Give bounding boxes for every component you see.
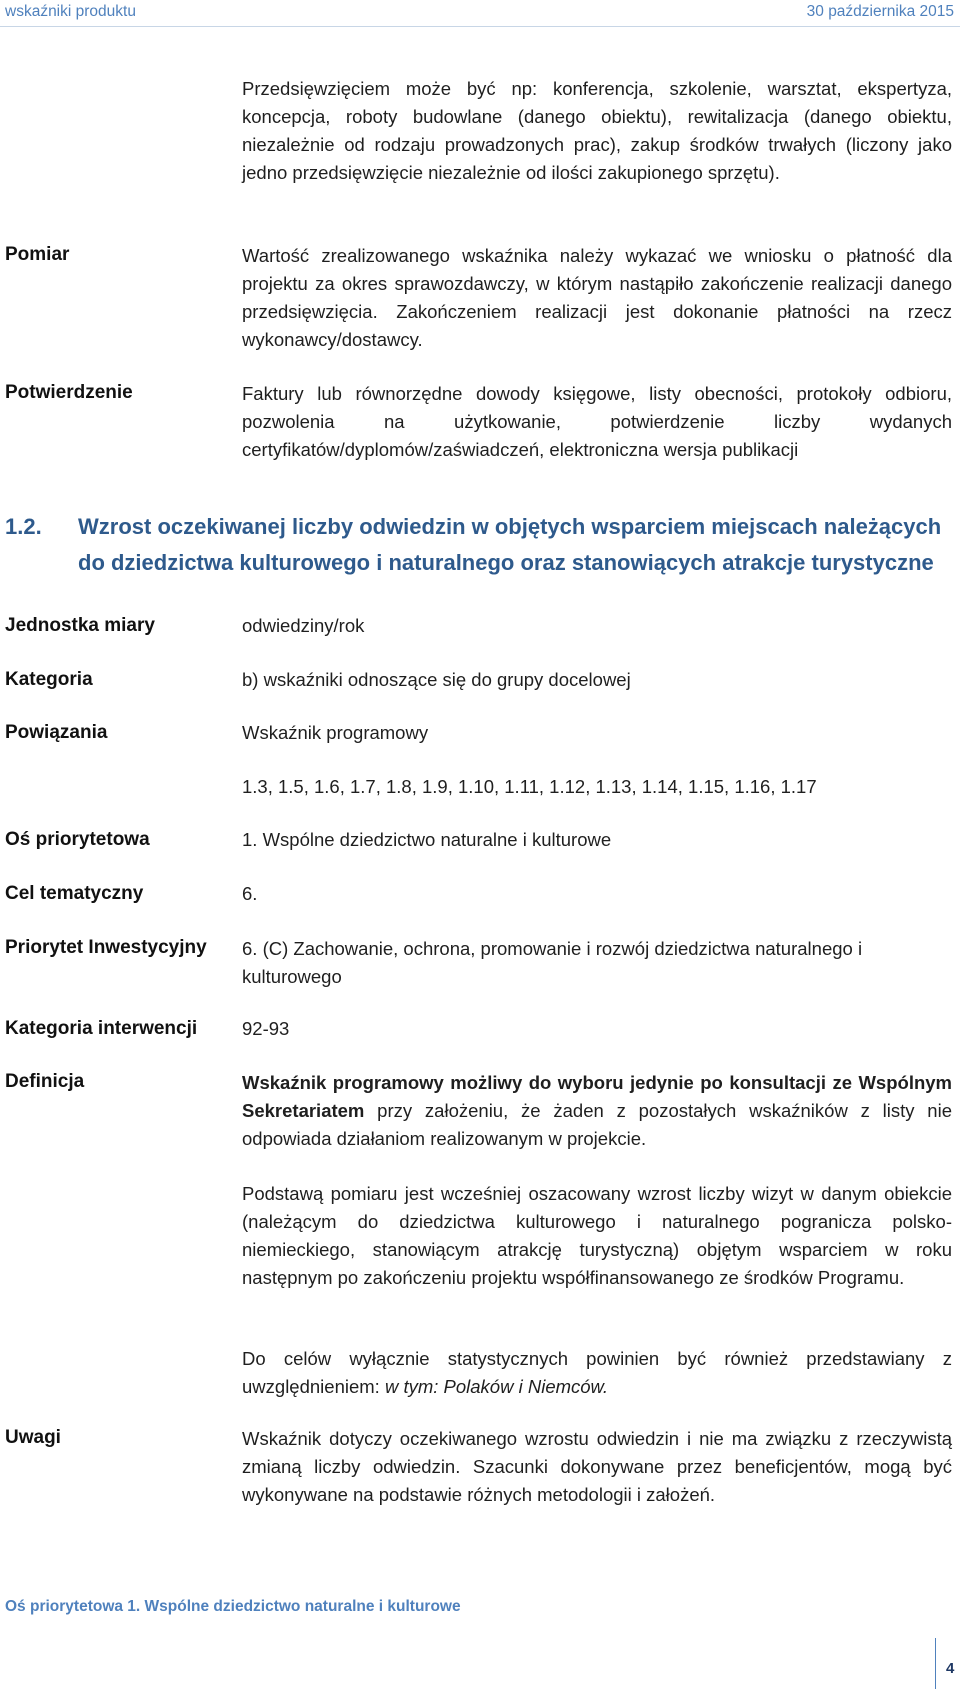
page-number: 4	[946, 1660, 955, 1677]
definicja-label: Definicja	[5, 1071, 85, 1092]
definicja-p3	[242, 1345, 952, 1401]
header-date: 30 października 2015	[806, 3, 954, 20]
pomiar-text: Wartość zrealizowanego wskaźnika należy wykazać we wniosku o płatność dla projektu za okres sprawozdawczy, w którym nastąpiło zakończenie realizacji danego przedsięwzięcia. Zakończeniem realizacji jest dokonanie płatności na rzecz wykonawcy/dostawcy.	[242, 245, 952, 350]
kategoria-value: b) wskaźniki odnoszące się do grupy docelowej	[242, 669, 631, 690]
uwagi-text: Wskaźnik dotyczy oczekiwanego wzrostu odwiedzin i nie ma związku z rzeczywistą zmianą liczby odwiedzin. Szacunki dokonywane przez beneficjentów, mogą być wykonywane na podstawie różnych metodologii i założeń.	[242, 1428, 952, 1505]
kategoria-label: Kategoria	[5, 669, 93, 690]
header-title: wskaźniki produktu	[5, 3, 136, 20]
uwagi-label: Uwagi	[5, 1427, 61, 1448]
interwencja-value: 92-93	[242, 1018, 290, 1039]
page-header	[0, 0, 960, 27]
powiazania-value: Wskaźnik programowy	[242, 722, 429, 743]
powiazania-list: 1.3, 1.5, 1.6, 1.7, 1.8, 1.9, 1.10, 1.11, 1.12, 1.13, 1.14, 1.15, 1.16, 1.17	[242, 776, 817, 797]
interwencja-label: Kategoria interwencji	[5, 1018, 198, 1039]
os-label: Oś priorytetowa	[5, 829, 150, 850]
page-footer: Oś priorytetowa 1. Wspólne dziedzictwo naturalne i kulturowe	[5, 1598, 461, 1615]
section-title: Wzrost oczekiwanej liczby odwiedzin w objętych wsparciem miejscach należących do dziedzictwa kulturowego i naturalnego oraz stanowiących atrakcje turystyczne	[78, 514, 942, 575]
os-value: 1. Wspólne dziedzictwo naturalne i kulturowe	[242, 829, 612, 850]
intro-text: Przedsięwzięciem może być np: konferencja, szkolenie, warsztat, ekspertyza, koncepcja, roboty budowlane (danego obiektu), rewitalizacja (danego obiektu, niezależnie od rodzaju prowadzonych prac), zakup środków trwałych (liczony jako jedno przedsięwzięcie niezależnie od ilości zakupionego sprzętu).	[242, 78, 952, 183]
potwierdzenie-label: Potwierdzenie	[5, 382, 133, 403]
definicja-p2: Podstawą pomiaru jest wcześniej oszacowany wzrost liczby wizyt w danym obiekcie (należącym do dziedzictwa kulturowego i naturalnego pogranicza polsko-niemieckiego, stanowiącym atrakcję turystyczną) objętym wsparciem w roku następnym po zakończeniu projektu współfinansowanego ze środków Programu.	[242, 1183, 952, 1288]
powiazania-label: Powiązania	[5, 722, 108, 743]
jednostka-label: Jednostka miary	[5, 615, 155, 636]
jednostka-value: odwiedziny/rok	[242, 615, 365, 636]
definicja-p1	[242, 1069, 952, 1153]
cel-value: 6.	[242, 883, 258, 904]
definicja-rest: przy założeniu, że żaden z pozostałych wskaźników z listy nie odpowiada działaniom realizowanym w projekcie.	[242, 1100, 952, 1149]
section-number: 1.2.	[5, 514, 42, 539]
priorytet-value: 6. (C) Zachowanie, ochrona, promowanie i rozwój dziedzictwa naturalnego i kulturowego	[242, 938, 863, 987]
definicja-p3-italic: w tym: Polaków i Niemców.	[384, 1376, 609, 1397]
cel-label: Cel tematyczny	[5, 883, 144, 904]
definicja-p3-start: Do celów wyłącznie statystycznych powinien być również przedstawiany z uwzględnieniem:	[242, 1348, 952, 1397]
priorytet-label: Priorytet Inwestycyjny	[5, 937, 207, 958]
pomiar-label: Pomiar	[5, 244, 70, 265]
definicja-bold: Wskaźnik programowy możliwy do wyboru jedynie po konsultacji ze Wspólnym Sekretariatem	[242, 1072, 952, 1121]
potwierdzenie-text: Faktury lub równorzędne dowody księgowe, listy obecności, protokoły odbioru, pozwolenia na użytkowanie, potwierdzenie liczby wydanych certyfikatów/dyplomów/zaświadczeń, elektroniczna wersja publikacji	[242, 383, 952, 460]
